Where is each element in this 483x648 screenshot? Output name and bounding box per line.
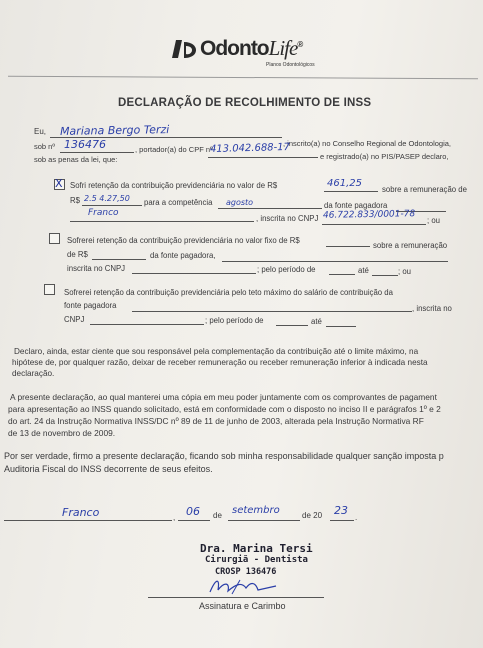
logo-tagline: Planos Odontológicos (266, 62, 315, 68)
option2-period-label: ; pelo período de (257, 265, 316, 274)
option3-checkbox[interactable] (44, 284, 55, 295)
option1-line1-end: sobre a remuneração de (382, 185, 467, 194)
option1-value: 461,25 (327, 178, 362, 189)
option2-cnpj-label: inscrita no CNPJ (67, 264, 126, 273)
cpf-field-line (208, 157, 318, 158)
registered-text: , inscrito(a) no Conselho Regional de Odontologia, (283, 139, 452, 148)
option2-payer-label: da fonte pagadora, (150, 251, 216, 260)
year-field-value: 23 (334, 504, 348, 517)
option3-cnpj-label: CNPJ (64, 315, 85, 324)
signature-line (148, 597, 324, 598)
option1-ou: ; ou (427, 216, 441, 225)
option1-competence-value: agosto (226, 198, 254, 207)
option1-check-mark: X (55, 177, 63, 190)
paragraph2-line1: A presente declaração, ao qual manterei uma cópia em meu poder juntamente com os comprovantes de pagament (10, 392, 437, 402)
date-comma: , (173, 513, 176, 522)
cro-field-value: 136476 (64, 138, 106, 151)
option3-ate: até (311, 317, 322, 326)
option3-payer-line (132, 311, 412, 312)
option3-payer-label: fonte pagadora (64, 301, 117, 310)
option2-value-line (326, 246, 370, 247)
option3-period-end-line (326, 326, 356, 327)
stamp-cro: CROSP 136476 (215, 567, 277, 577)
month-field-line (228, 520, 300, 521)
option2-cnpj-line (132, 273, 256, 274)
option3-period-start-line (276, 325, 308, 326)
option1-cnpj-value: 46.722.833/0001-78 (322, 209, 416, 221)
header-divider (8, 76, 478, 79)
year-field-line (330, 520, 354, 521)
option2-ou: ; ou (398, 267, 412, 276)
document-title: DECLARAÇÃO DE RECOLHIMENTO DE INSS (118, 97, 372, 109)
date-period: . (355, 513, 358, 522)
cpf-field-value: 413.042.688-17 (209, 141, 291, 156)
option1-competence-label: para a competência (144, 198, 213, 207)
option2-ate: até (358, 266, 369, 275)
option3-inscrita: , inscrita no (412, 304, 452, 313)
pis-text: e registrado(a) no PIS/PASEP declaro, (320, 152, 449, 161)
day-field-line (178, 520, 210, 521)
penalty-text: sob as penas da lei, que: (34, 155, 118, 164)
name-field-value: Mariana Bergo Terzi (59, 123, 170, 138)
option1-remuneration-value: 2.5 4.27,50 (84, 194, 130, 203)
option1-rs-label: R$ (70, 196, 80, 205)
day-field-value: 06 (186, 505, 200, 518)
signature-label: Assinatura e Carimbo (199, 601, 286, 611)
option2-payer-line (222, 261, 448, 262)
option2-line1-end: sobre a remuneração (373, 241, 448, 250)
logo-mark-icon (172, 38, 198, 60)
stamp-role: Cirurgiã - Dentista (205, 555, 308, 565)
date-de1: de (213, 511, 222, 520)
eu-label: Eu, (34, 127, 47, 136)
paragraph3-line2: Auditoria Fiscal do INSS decorrente de seus efeitos. (4, 464, 213, 474)
option2-line1: Sofrerei retenção da contribuição previdenciária no valor fixo de R$ (67, 236, 300, 245)
paragraph3-line1: Por ser verdade, firmo a presente declaração, ficando sob minha responsabilidade qualquer sanção imposta p (4, 451, 444, 461)
option2-de-rs-line (92, 259, 146, 260)
paragraph2-line4: de 13 de novembro de 2009. (8, 428, 116, 438)
paragraph1-line2: hipótese de, por qualquer razão, deixar de receber remuneração ou receber remuneração inferior à indicada nesta (12, 358, 428, 367)
cro-field-line (60, 152, 134, 153)
option1-payer-value: Franco (88, 208, 119, 218)
option1-payer-label: da fonte pagadora (324, 201, 388, 210)
option1-cnpj-line (322, 224, 426, 225)
date-de2: de 20 (302, 511, 323, 520)
option2-de-rs: de R$ (67, 250, 88, 259)
paragraph1-line3: declaração. (12, 369, 55, 378)
logo-wordmark: OdontoLife® (200, 36, 303, 60)
option2-period-start-line (329, 274, 355, 275)
option1-payer-name-line (70, 221, 254, 222)
option2-checkbox[interactable] (49, 233, 60, 244)
signature-scribble (206, 576, 296, 598)
stamp-name: Dra. Marina Tersi (200, 542, 313, 555)
city-field-value: Franco (62, 506, 100, 519)
option1-competence-line (218, 208, 322, 209)
option1-line1: Sofri retenção da contribuição previdenciária no valor de R$ (70, 181, 278, 190)
sob-label: sob nº (34, 142, 56, 151)
paragraph2-line3: do art. 24 da Instrução Normativa INSS/DC nº 89 de 11 de junho de 2003, alterada pela Instrução Normativa RF (8, 416, 424, 426)
option3-line1: Sofrerei retenção da contribuição previdenciária pelo teto máximo do salário de contribuição da (64, 288, 393, 297)
month-field-value: setembro (232, 505, 280, 516)
city-field-line (4, 520, 172, 521)
paragraph2-line2: para apresentação ao INSS quando solicitado, está em conformidade com o disposto no inciso II e parágrafos 1º e 2 (8, 404, 441, 414)
paragraph1-line1: Declaro, ainda, estar ciente que sou responsável pela complementação da contribuição até o limite máximo, na (14, 347, 419, 356)
cpf-label: , portador(a) do CPF nº (135, 145, 213, 154)
option1-remuneration-line (82, 205, 142, 206)
option3-cnpj-line (90, 324, 204, 325)
option1-cnpj-label: , inscrita no CNPJ (256, 214, 319, 223)
option1-value-line (324, 191, 378, 192)
option3-period-label: ; pelo período de (205, 316, 264, 325)
option2-period-end-line (372, 275, 398, 276)
